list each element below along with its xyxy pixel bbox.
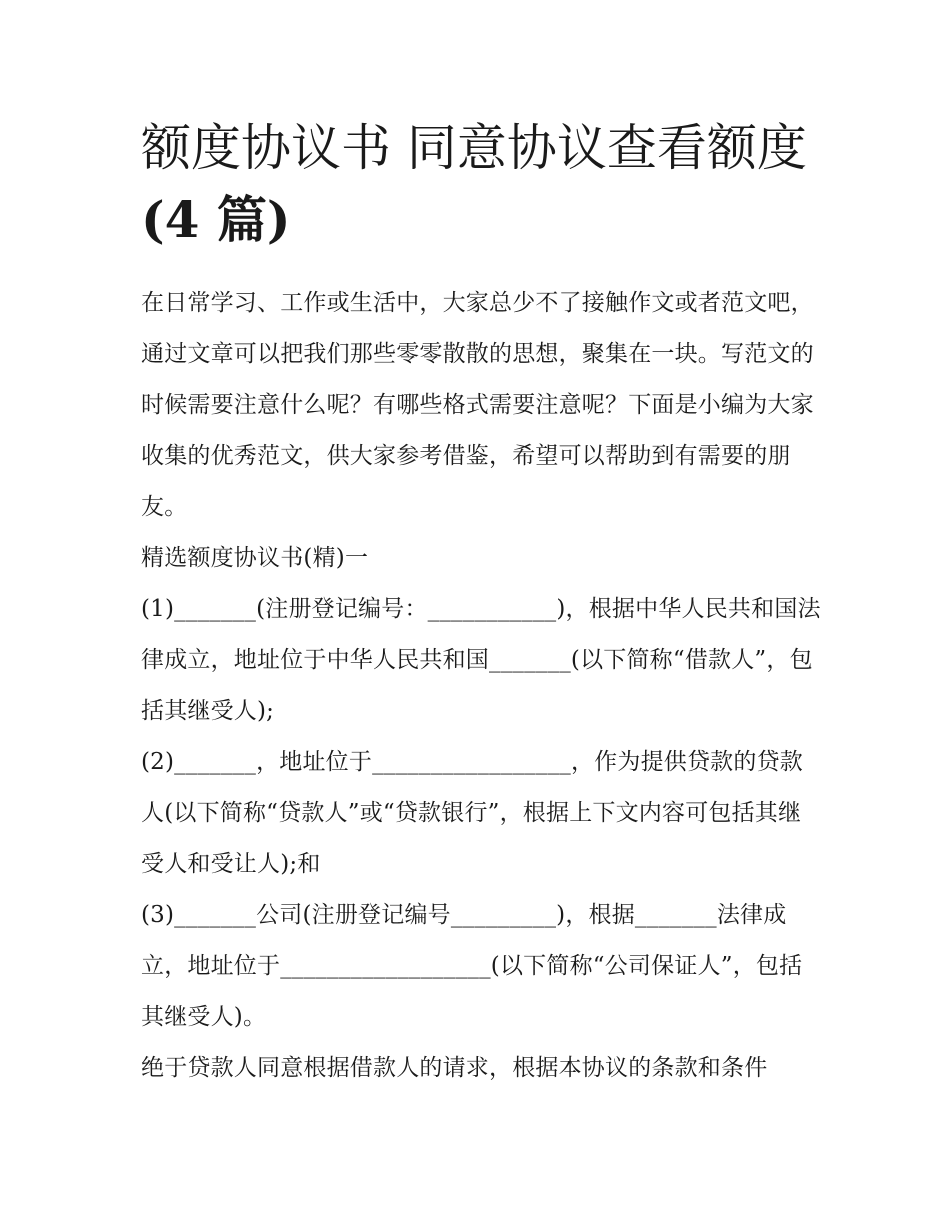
section-heading: 精选额度协议书(精)一 bbox=[141, 545, 369, 571]
clause-party-1: (1)_______(注册登记编号：___________)，根据中华人民共和国法律成立，地址位于中华人民共和国_______(以下简称“借款人”，包括其继受人); bbox=[141, 596, 821, 724]
clause-agreement: 绝于贷款人同意根据借款人的请求，根据本协议的条款和条件 bbox=[141, 1055, 768, 1081]
document-body bbox=[141, 278, 821, 1094]
intro-paragraph: 在日常学习、工作或生活中，大家总少不了接触作文或者范文吧，通过文章可以把我们那些零零散散的思想，聚集在一块。写范文的时候需要注意什么呢？有哪些格式需要注意呢？下面是小编为大家收集的优秀范文，供大家参考借鉴，希望可以帮助到有需要的朋友。 bbox=[141, 290, 814, 520]
title-line-2: (4 篇) bbox=[141, 190, 291, 249]
document-page bbox=[141, 112, 821, 1094]
clause-party-3: (3)_______公司(注册登记编号_________)，根据_______法律成立，地址位于__________________(以下简称“公司保证人”，包括其继受人)。 bbox=[141, 902, 803, 1030]
clause-party-2: (2)_______，地址位于_________________，作为提供贷款的贷款人(以下简称“贷款人”或“贷款银行”，根据上下文内容可包括其继受人和受让人);和 bbox=[141, 749, 803, 877]
title-line-1: 额度协议书 同意协议查看额度 bbox=[141, 119, 807, 177]
document-title bbox=[141, 112, 821, 256]
